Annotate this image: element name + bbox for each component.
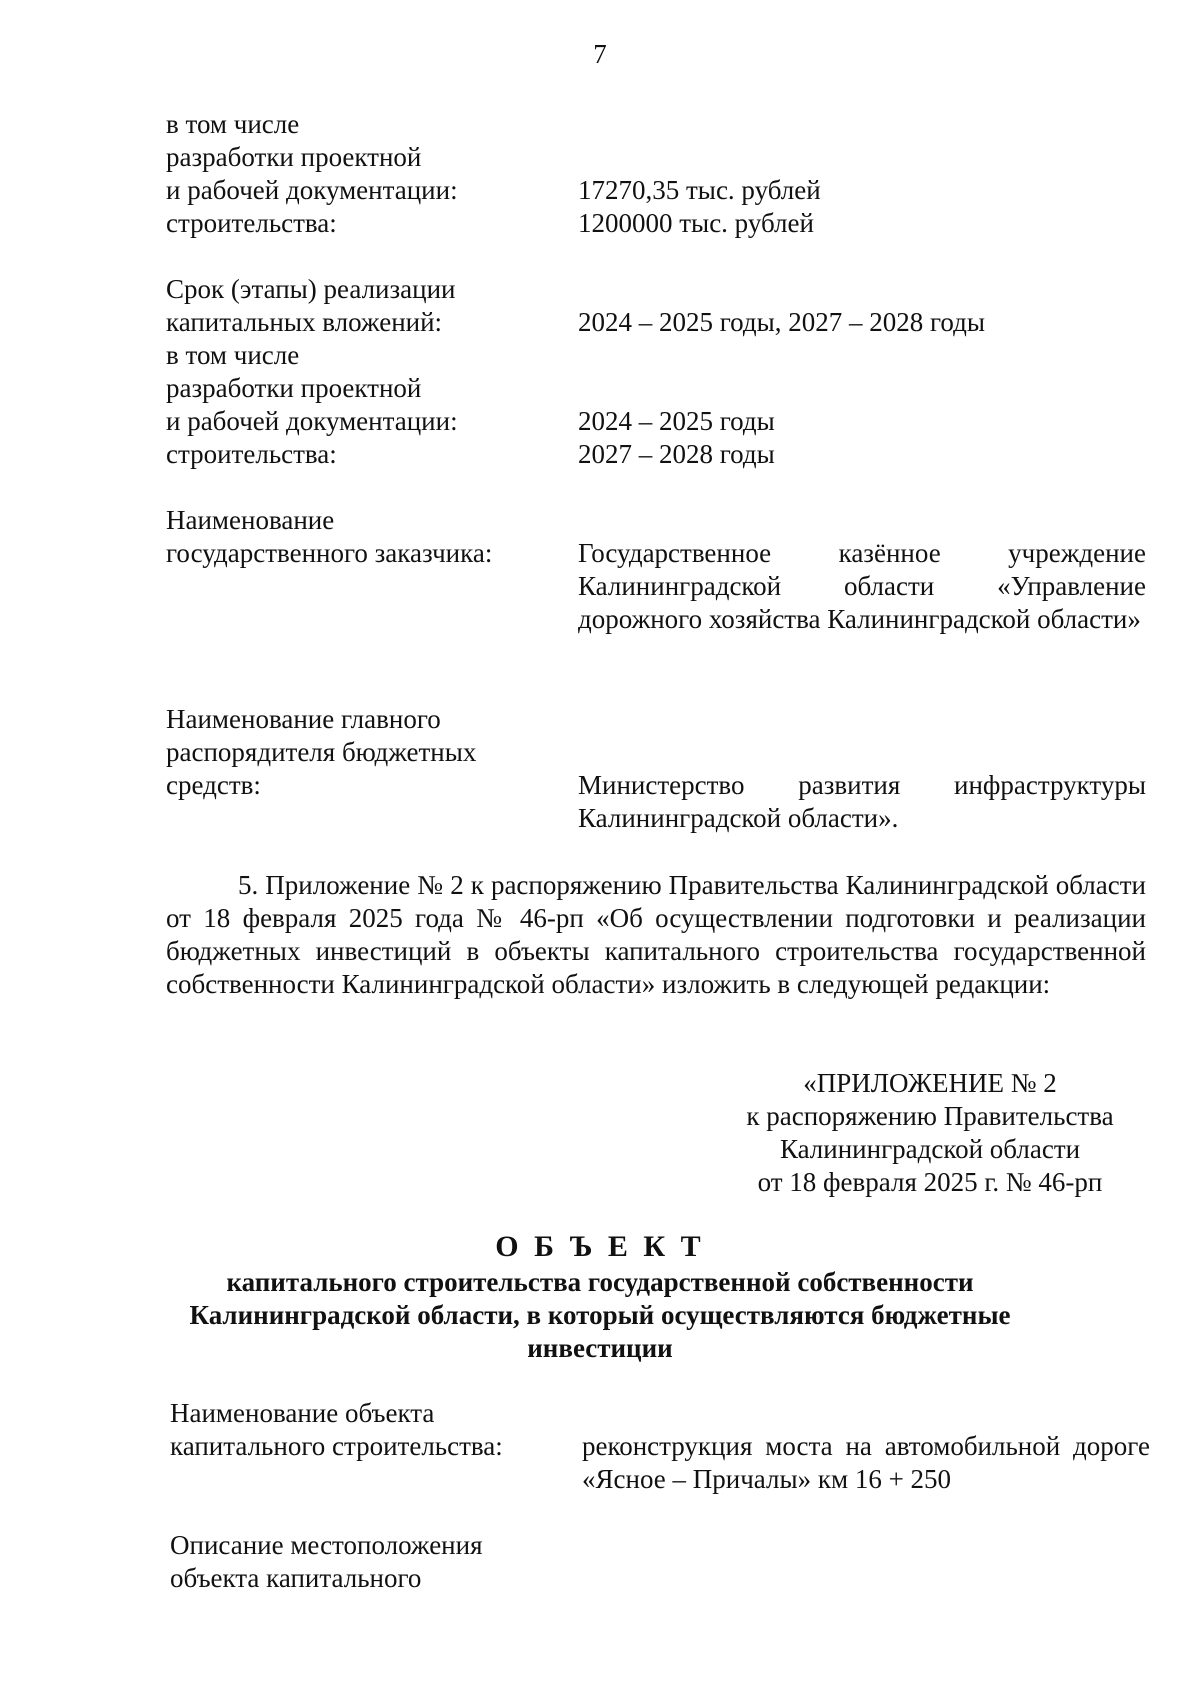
location-label-1: Описание местоположения bbox=[170, 1530, 483, 1560]
cost-construction-value: 1200000 тыс. рублей bbox=[578, 208, 814, 238]
timeline-construction-label: строительства: bbox=[166, 439, 337, 469]
object-subtitle-line-2: Калининградской области, в который осуществляются бюджетные bbox=[189, 1300, 1011, 1330]
paragraph-5: 5. Приложение № 2 к распоряжению Правительства Калининградской области от 18 февраля 2025 года № 46-рп «Об осуществлении подготовки и реализации бюджетных инвестиций в объекты капитального строительства государственной собственности Калининградской области» изложить в следующей редакции: bbox=[166, 870, 1146, 999]
cost-design-label-1: разработки проектной bbox=[166, 142, 422, 172]
cost-construction-label: строительства: bbox=[166, 208, 337, 238]
timeline-design-label-2: и рабочей документации: bbox=[166, 406, 458, 436]
cost-including-label: в том числе bbox=[166, 109, 300, 139]
timeline-including-label: в том числе bbox=[166, 340, 300, 370]
manager-label-1: Наименование главного bbox=[166, 704, 441, 734]
timeline-label-2: капитальных вложений: bbox=[166, 307, 443, 337]
location-label-2: объекта капитального bbox=[170, 1563, 422, 1593]
customer-label-1: Наименование bbox=[166, 505, 335, 535]
cost-design-value: 17270,35 тыс. рублей bbox=[578, 175, 821, 205]
appendix-header-line-3: Калининградской области bbox=[779, 1134, 1081, 1164]
object-name-value: реконструкция моста на автомобильной дороге «Ясное – Причалы» км 16 + 250 bbox=[582, 1431, 1150, 1494]
appendix-header-line-2: к распоряжению Правительства bbox=[746, 1101, 1114, 1131]
timeline-construction-value: 2027 – 2028 годы bbox=[578, 439, 775, 469]
manager-value: Министерство развития инфраструктуры Калининградской области». bbox=[578, 770, 1146, 833]
object-subtitle-line-1: капитального строительства государственной собственности bbox=[226, 1267, 974, 1297]
object-subtitle-line-3: инвестиции bbox=[527, 1333, 673, 1363]
timeline-design-label-1: разработки проектной bbox=[166, 373, 422, 403]
appendix-header-line-1: «ПРИЛОЖЕНИЕ № 2 bbox=[803, 1068, 1057, 1098]
customer-value: Государственное казённое учреждение Калининградской области «Управление дорожного хозяйства Калининградской области» bbox=[578, 538, 1146, 634]
cost-design-label-2: и рабочей документации: bbox=[166, 175, 458, 205]
object-name-label-2: капитального строительства: bbox=[170, 1431, 503, 1461]
timeline-label-1: Срок (этапы) реализации bbox=[166, 274, 456, 304]
manager-label-3: средств: bbox=[166, 770, 261, 800]
page-number: 7 bbox=[593, 39, 607, 69]
object-heading: О Б Ъ Е К Т bbox=[495, 1230, 705, 1263]
object-name-label-1: Наименование объекта bbox=[170, 1398, 435, 1428]
timeline-design-value: 2024 – 2025 годы bbox=[578, 406, 775, 436]
customer-label-2: государственного заказчика: bbox=[166, 538, 493, 568]
timeline-value: 2024 – 2025 годы, 2027 – 2028 годы bbox=[578, 307, 986, 337]
appendix-header-line-4: от 18 февраля 2025 г. № 46-рп bbox=[757, 1167, 1103, 1197]
manager-label-2: распорядителя бюджетных bbox=[166, 737, 477, 767]
